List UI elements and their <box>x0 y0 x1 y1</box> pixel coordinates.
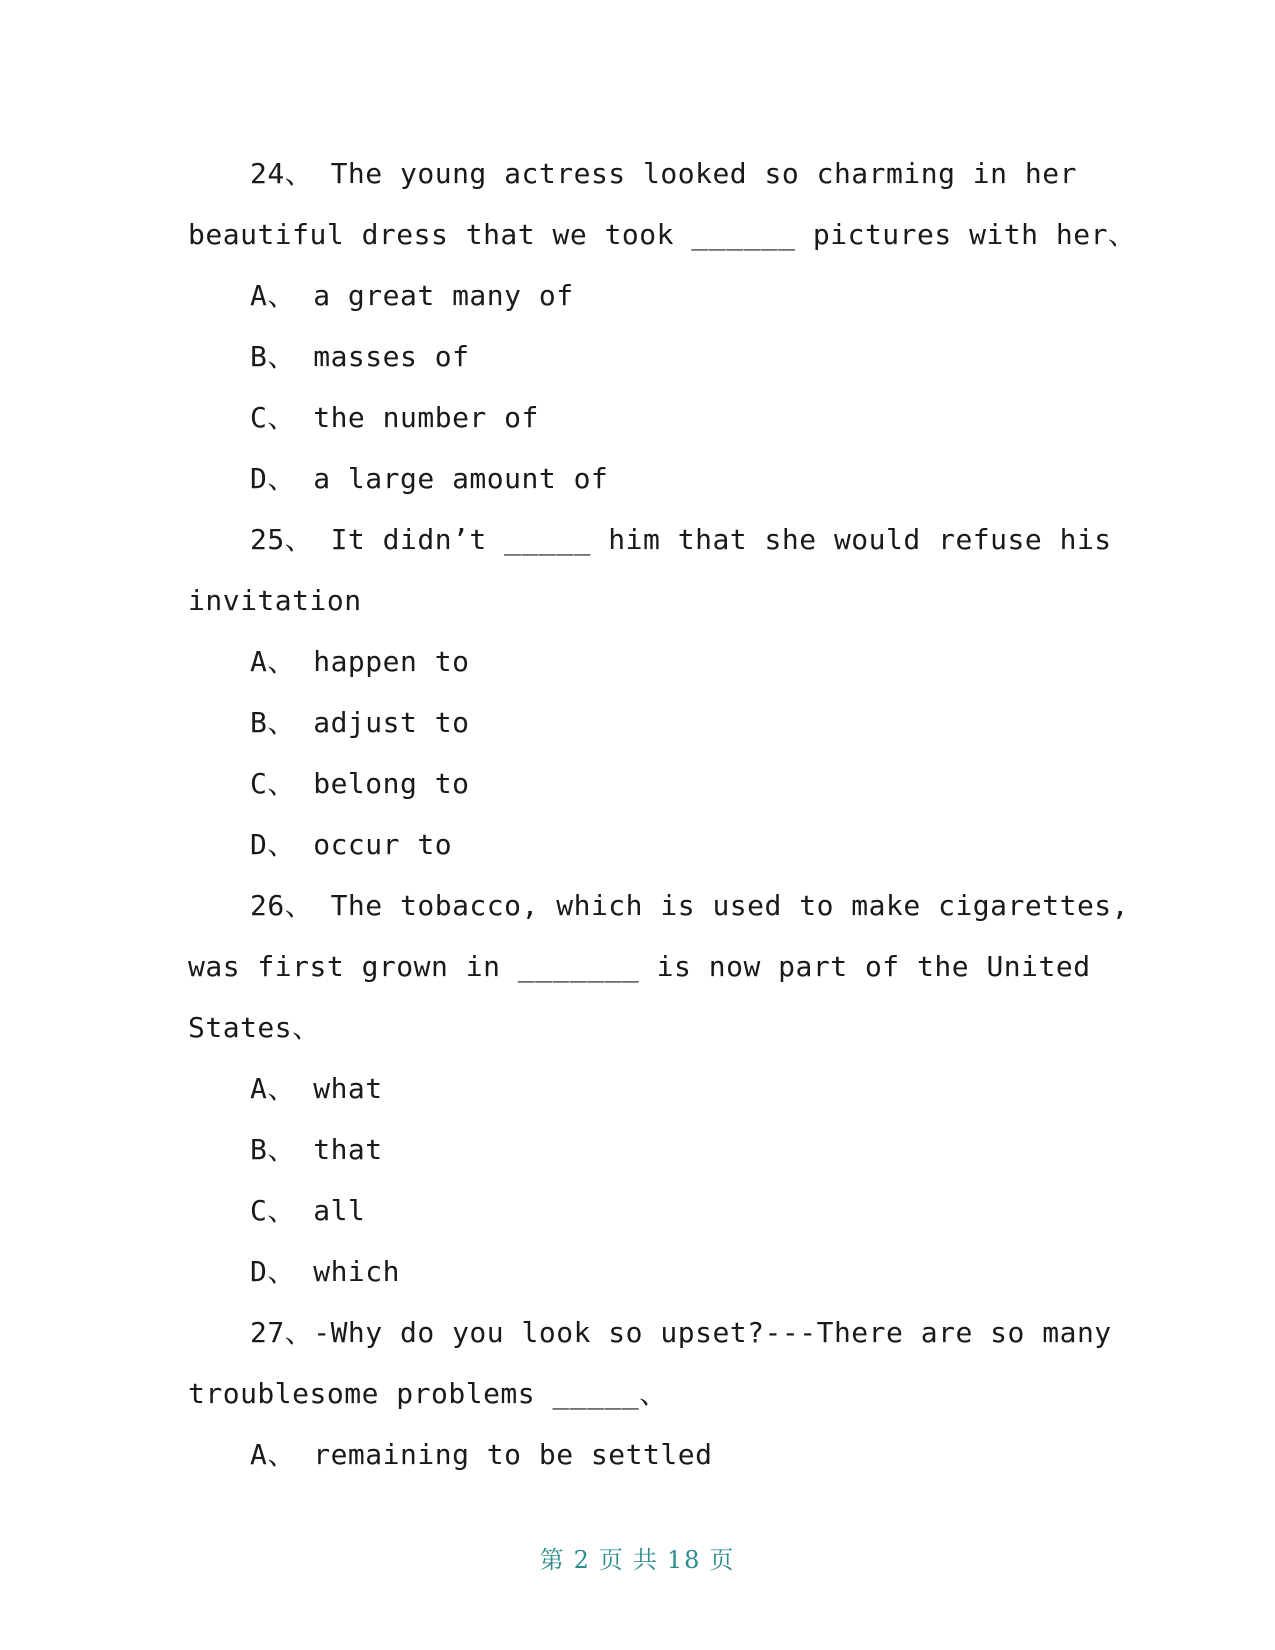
option-text: the number of <box>295 401 539 434</box>
option-text: happen to <box>295 645 470 678</box>
option-text: which <box>295 1255 401 1288</box>
footer-suffix: 页 <box>709 1546 736 1574</box>
option-25-d <box>188 814 1088 875</box>
option-text: remaining to be settled <box>295 1438 713 1471</box>
option-letter: B、 <box>250 706 296 739</box>
option-24-d <box>188 448 1088 509</box>
question-26-stem-line-2: was first grown in _______ is now part of the United <box>188 950 1091 983</box>
option-25-b <box>188 692 1088 753</box>
option-26-d <box>188 1241 1088 1302</box>
option-letter: B、 <box>250 1133 296 1166</box>
option-letter: A、 <box>250 645 296 678</box>
question-text: The tobacco, which is used to make cigarettes, <box>313 889 1130 922</box>
option-letter: C、 <box>250 401 296 434</box>
question-24-stem-line-2: beautiful dress that we took ______ pictures with her、 <box>188 218 1137 251</box>
question-number: 24、 <box>250 157 314 190</box>
question-27-stem-line-1 <box>188 1302 1112 1363</box>
option-26-c <box>188 1180 1088 1241</box>
option-text: what <box>295 1072 383 1105</box>
option-letter: B、 <box>250 340 296 373</box>
option-25-c <box>188 753 1088 814</box>
option-26-b <box>188 1119 1088 1180</box>
question-24-stem-line-1 <box>188 143 1088 204</box>
option-text: a large amount of <box>295 462 609 495</box>
current-page-number: 2 <box>573 1546 591 1574</box>
footer-page-word: 页 <box>598 1546 625 1574</box>
option-24-b <box>188 326 1088 387</box>
option-letter: A、 <box>250 1438 296 1471</box>
question-text: It didn’t _____ him that she would refuse his <box>313 523 1112 556</box>
option-letter: C、 <box>250 767 296 800</box>
option-text: adjust to <box>295 706 470 739</box>
option-letter: D、 <box>250 462 296 495</box>
footer-prefix: 第 <box>539 1546 566 1574</box>
option-text: all <box>295 1194 366 1227</box>
option-text: that <box>295 1133 383 1166</box>
question-25-stem-line-1 <box>188 509 1112 570</box>
option-26-a <box>188 1058 1088 1119</box>
question-26-stem-line-1 <box>188 875 1130 936</box>
question-text: The young actress looked so charming in her <box>313 157 1077 190</box>
question-list <box>188 143 1137 1485</box>
option-text: belong to <box>295 767 470 800</box>
option-letter: A、 <box>250 1072 296 1105</box>
option-27-a <box>188 1424 1088 1485</box>
option-letter: D、 <box>250 1255 296 1288</box>
question-number: 25、 <box>250 523 314 556</box>
option-text: masses of <box>295 340 470 373</box>
option-24-a <box>188 265 1088 326</box>
total-pages-number: 18 <box>666 1546 702 1574</box>
question-26-stem-line-3: States、 <box>188 1011 321 1044</box>
option-text: occur to <box>295 828 453 861</box>
option-letter: C、 <box>250 1194 296 1227</box>
option-25-a <box>188 631 1088 692</box>
question-text: -Why do you look so upset?---There are so many <box>313 1316 1112 1349</box>
question-number: 26、 <box>250 889 314 922</box>
question-25-stem-line-2: invitation <box>188 584 362 617</box>
question-27-stem-line-2: troublesome problems _____、 <box>188 1377 668 1410</box>
option-letter: D、 <box>250 828 296 861</box>
option-text: a great many of <box>295 279 574 312</box>
footer-total-word: 共 <box>632 1546 659 1574</box>
option-24-c <box>188 387 1088 448</box>
option-letter: A、 <box>250 279 296 312</box>
question-number: 27、 <box>250 1316 314 1349</box>
page-footer <box>0 1540 1275 1575</box>
